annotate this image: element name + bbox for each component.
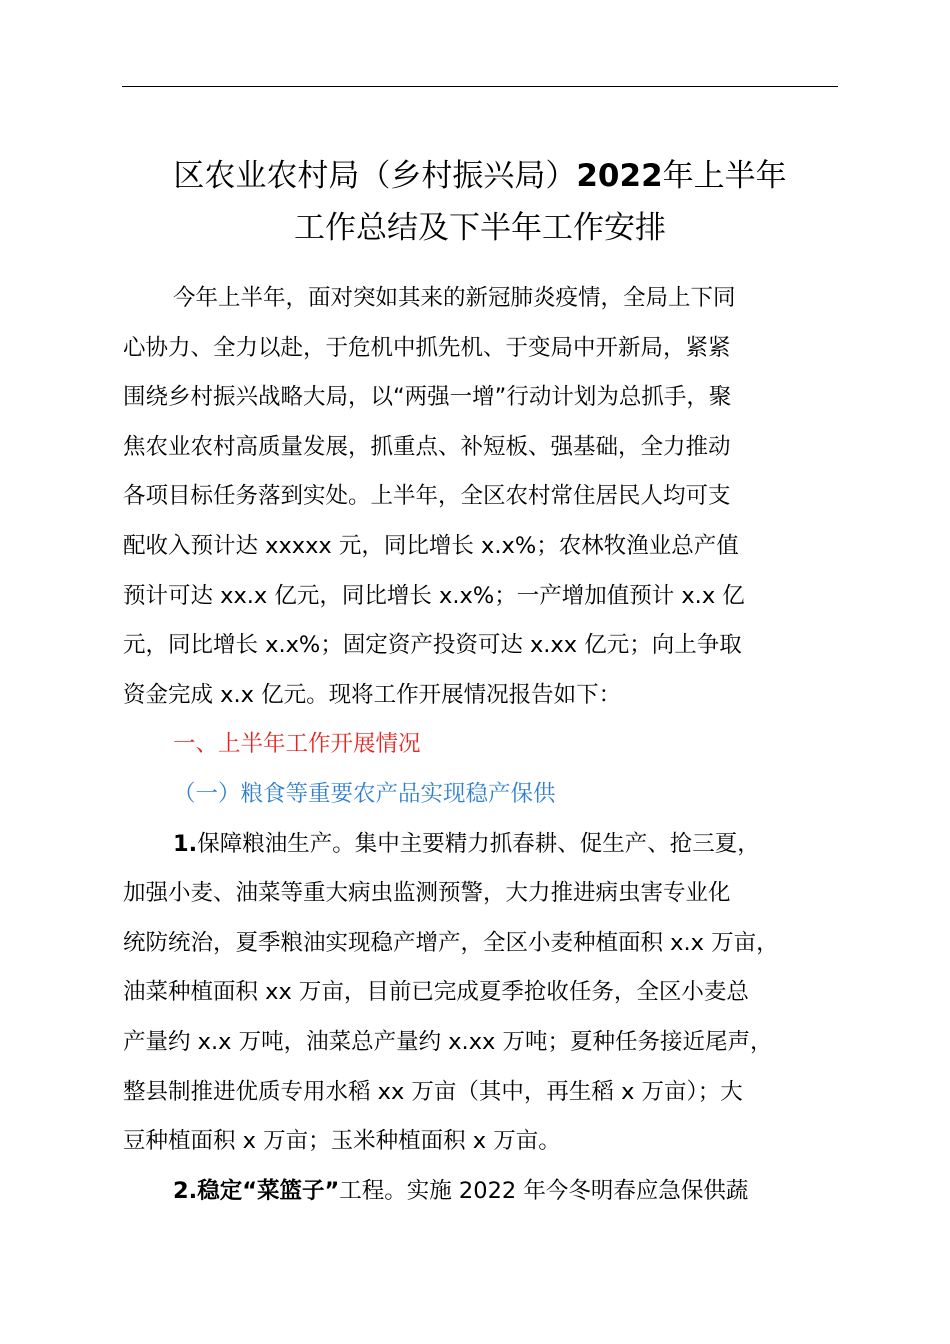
intro-line: 心协力、全力以赴，于危机中抓先机、于变局中开新局，紧紧 — [123, 334, 731, 361]
header-rule — [122, 86, 838, 87]
item2-bold-text: 稳定“菜篮子” — [197, 1177, 340, 1204]
section-heading-1: 一、上半年工作开展情况 — [173, 731, 421, 758]
intro-line: 配收入预计达 xxxxx 元，同比增长 x.x%；农林牧渔业总产值 — [123, 532, 739, 559]
document-title — [122, 150, 838, 254]
document-body — [123, 274, 843, 1216]
intro-line: 资金完成 x.x 亿元。现将工作开展情况报告如下： — [123, 681, 622, 708]
item1-line: 1.保障粮油生产。集中主要精力抓春耕、促生产、抢三夏， — [173, 830, 760, 857]
item1-line: 豆种植面积 x 万亩；玉米种植面积 x 万亩。 — [123, 1128, 561, 1155]
intro-line: 围绕乡村振兴战略大局，以“两强一增”行动计划为总抓手，聚 — [123, 384, 732, 411]
intro-line: 预计可达 xx.x 亿元，同比增长 x.x%；一产增加值预计 x.x 亿 — [123, 582, 745, 609]
intro-line: 元，同比增长 x.x%；固定资产投资可达 x.xx 亿元；向上争取 — [123, 632, 742, 659]
item1-line: 整县制推进优质专用水稻 xx 万亩（其中，再生稻 x 万亩）；大 — [123, 1078, 743, 1105]
title-line-2: 工作总结及下半年工作安排 — [294, 210, 666, 246]
item1-line: 油菜种植面积 xx 万亩，目前已完成夏季抢收任务，全区小麦总 — [123, 979, 749, 1006]
intro-line: 今年上半年，面对突如其来的新冠肺炎疫情，全局上下同 — [173, 285, 736, 311]
item1-line: 统防统治，夏季粮油实现稳产增产，全区小麦种植面积 x.x 万亩， — [123, 929, 779, 956]
item1-line: 产量约 x.x 万吨，油菜总产量约 x.xx 万吨；夏种任务接近尾声， — [123, 1028, 773, 1055]
item1-number: 1. — [173, 830, 198, 857]
item2-line: 2.稳定“菜篮子”工程。实施 2022 年今冬明春应急保供蔬 — [173, 1177, 749, 1204]
item1-line: 加强小麦、油菜等重大病虫监测预警，大力推进病虫害专业化 — [123, 880, 731, 907]
item2-number: 2. — [173, 1177, 198, 1204]
intro-line: 焦农业农村高质量发展，抓重点、补短板、强基础，全力推动 — [123, 433, 731, 460]
intro-line: 各项目标任务落到实处。上半年，全区农村常住居民人均可支 — [123, 483, 731, 510]
section-heading-2: （一）粮食等重要农产品实现稳产保供 — [173, 780, 556, 807]
title-line-1: 区农业农村局（乡村振兴局）2022年上半年 — [173, 158, 787, 194]
